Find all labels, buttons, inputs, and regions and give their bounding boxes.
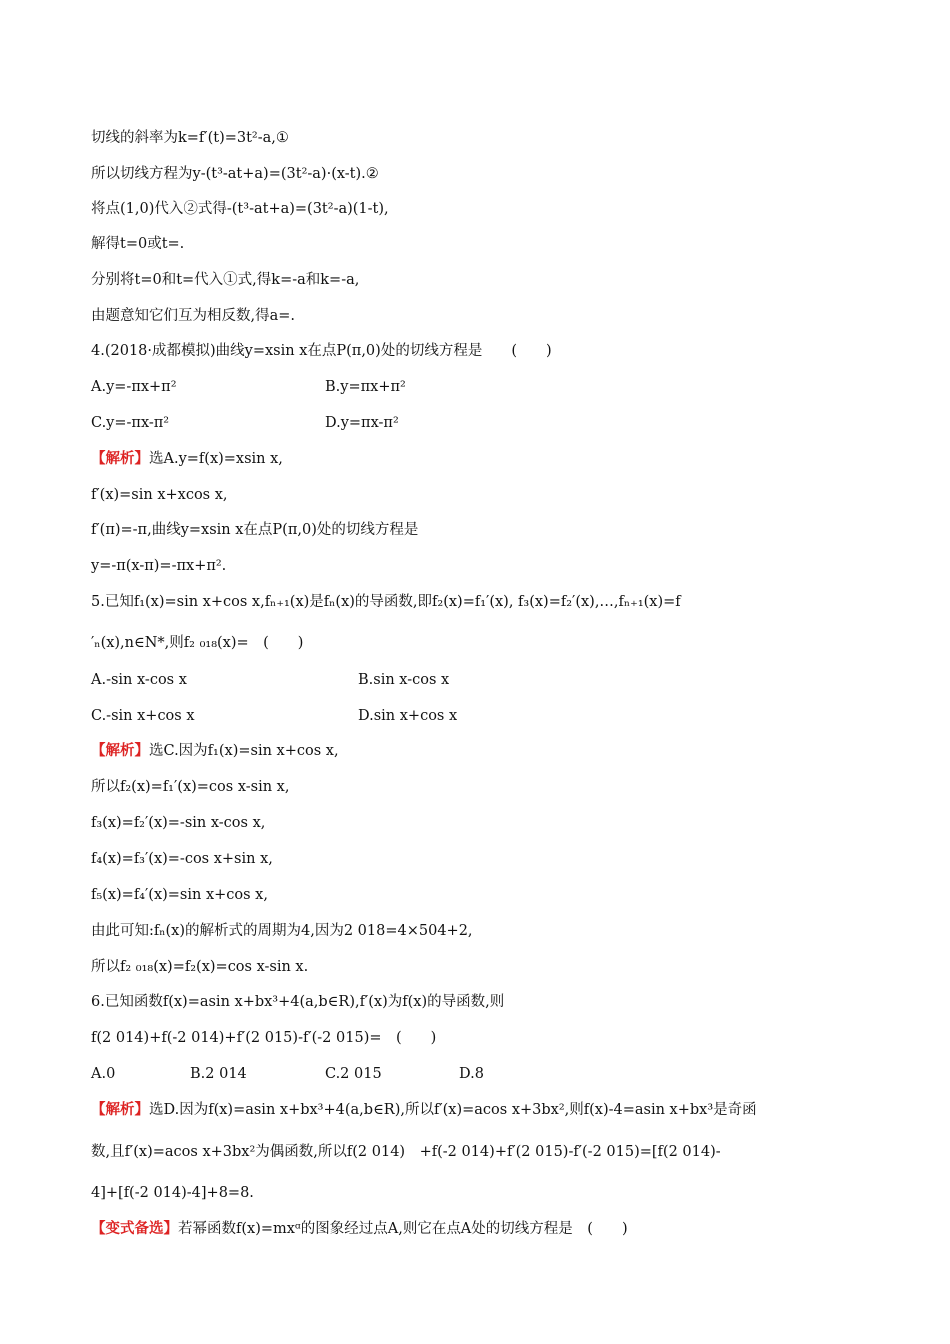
q6-option-c: C.2 015 [325,1066,382,1082]
text-line: 由题意知它们互为相反数,得a=. [91,308,296,324]
q6-option-a: A.0 [91,1066,116,1082]
q5-analysis-line: 所以f₂ ₀₁₈(x)=f₂(x)=cos x-sin x. [91,959,309,975]
q4-analysis-line: 【解析】选A.y=f(x)=xsin x, [91,450,283,467]
analysis-tag: 【解析】 [91,1101,149,1118]
q5-option-a: A.-sin x-cos x [91,672,187,688]
q5-analysis-line: 【解析】选C.因为f₁(x)=sin x+cos x, [91,742,339,759]
q6-option-d: D.8 [459,1066,484,1082]
q6-analysis-line: 4]+[f(-2 014)-4]+8=8. [91,1185,254,1201]
q4-option-c: C.y=-πx-π² [91,415,170,431]
question-5-stem: 5.已知f₁(x)=sin x+cos x,fₙ₊₁(x)是fₙ(x)的导函数,即f₂(x)=f₁′(x), f₃(x)=f₂′(x),…,fₙ₊₁(x)=f [91,594,681,610]
variant-question: 【变式备选】若幂函数f(x)=mxᵅ的图象经过点A,则它在点A处的切线方程是 ( ) [91,1220,628,1237]
q4-analysis-line: f′(π)=-π,曲线y=xsin x在点P(π,0)处的切线方程是 [91,522,419,538]
text-line: 分别将t=0和t=代入①式,得k=-a和k=-a, [91,272,360,288]
text-line: 所以切线方程为y-(t³-at+a)=(3t²-a)·(x-t).② [91,166,379,182]
q5-option-c: C.-sin x+cos x [91,708,195,724]
q4-option-a: A.y=-πx+π² [91,379,177,395]
q5-analysis-line: f₅(x)=f₄′(x)=sin x+cos x, [91,887,268,903]
q5-analysis-line: f₄(x)=f₃′(x)=-cos x+sin x, [91,851,273,867]
q5-option-d: D.sin x+cos x [358,708,458,724]
q5-analysis-line: f₃(x)=f₂′(x)=-sin x-cos x, [91,815,266,831]
text-line: 解得t=0或t=. [91,236,185,252]
text-line: 将点(1,0)代入②式得-(t³-at+a)=(3t²-a)(1-t), [91,201,389,217]
text-line: 切线的斜率为k=f′(t)=3t²-a,① [91,130,289,146]
q4-option-b: B.y=πx+π² [325,379,406,395]
q6-analysis-line: 数,且f′(x)=acos x+3bx²为偶函数,所以f(2 014) +f(-2 014)+f′(2 015)-f′(-2 015)=[f(2 014)- [91,1144,721,1160]
analysis-tag: 【解析】 [91,742,149,759]
question-4-stem: 4.(2018·成都模拟)曲线y=xsin x在点P(π,0)处的切线方程是 ( ) [91,343,552,359]
q5-option-b: B.sin x-cos x [358,672,450,688]
q6-option-b: B.2 014 [190,1066,247,1082]
variant-tag: 【变式备选】 [91,1220,178,1237]
q4-option-d: D.y=πx-π² [325,415,399,431]
q4-analysis-line: f′(x)=sin x+xcos x, [91,487,228,503]
q5-analysis-line: 所以f₂(x)=f₁′(x)=cos x-sin x, [91,779,290,795]
analysis-tag: 【解析】 [91,450,149,467]
q4-analysis-line: y=-π(x-π)=-πx+π². [91,558,227,574]
question-6-stem: f(2 014)+f(-2 014)+f′(2 015)-f′(-2 015)= ( ) [91,1030,437,1046]
q5-analysis-line: 由此可知:fₙ(x)的解析式的周期为4,因为2 018=4×504+2, [91,923,473,939]
q6-analysis-line: 【解析】选D.因为f(x)=asin x+bx³+4(a,b∈R),所以f′(x)=acos x+3bx²,则f(x)-4=asin x+bx³是奇函 [91,1101,757,1118]
question-5-stem: ′ₙ(x),n∈N*,则f₂ ₀₁₈(x)= ( ) [91,635,304,651]
question-6-stem: 6.已知函数f(x)=asin x+bx³+4(a,b∈R),f′(x)为f(x)的导函数,则 [91,994,505,1010]
